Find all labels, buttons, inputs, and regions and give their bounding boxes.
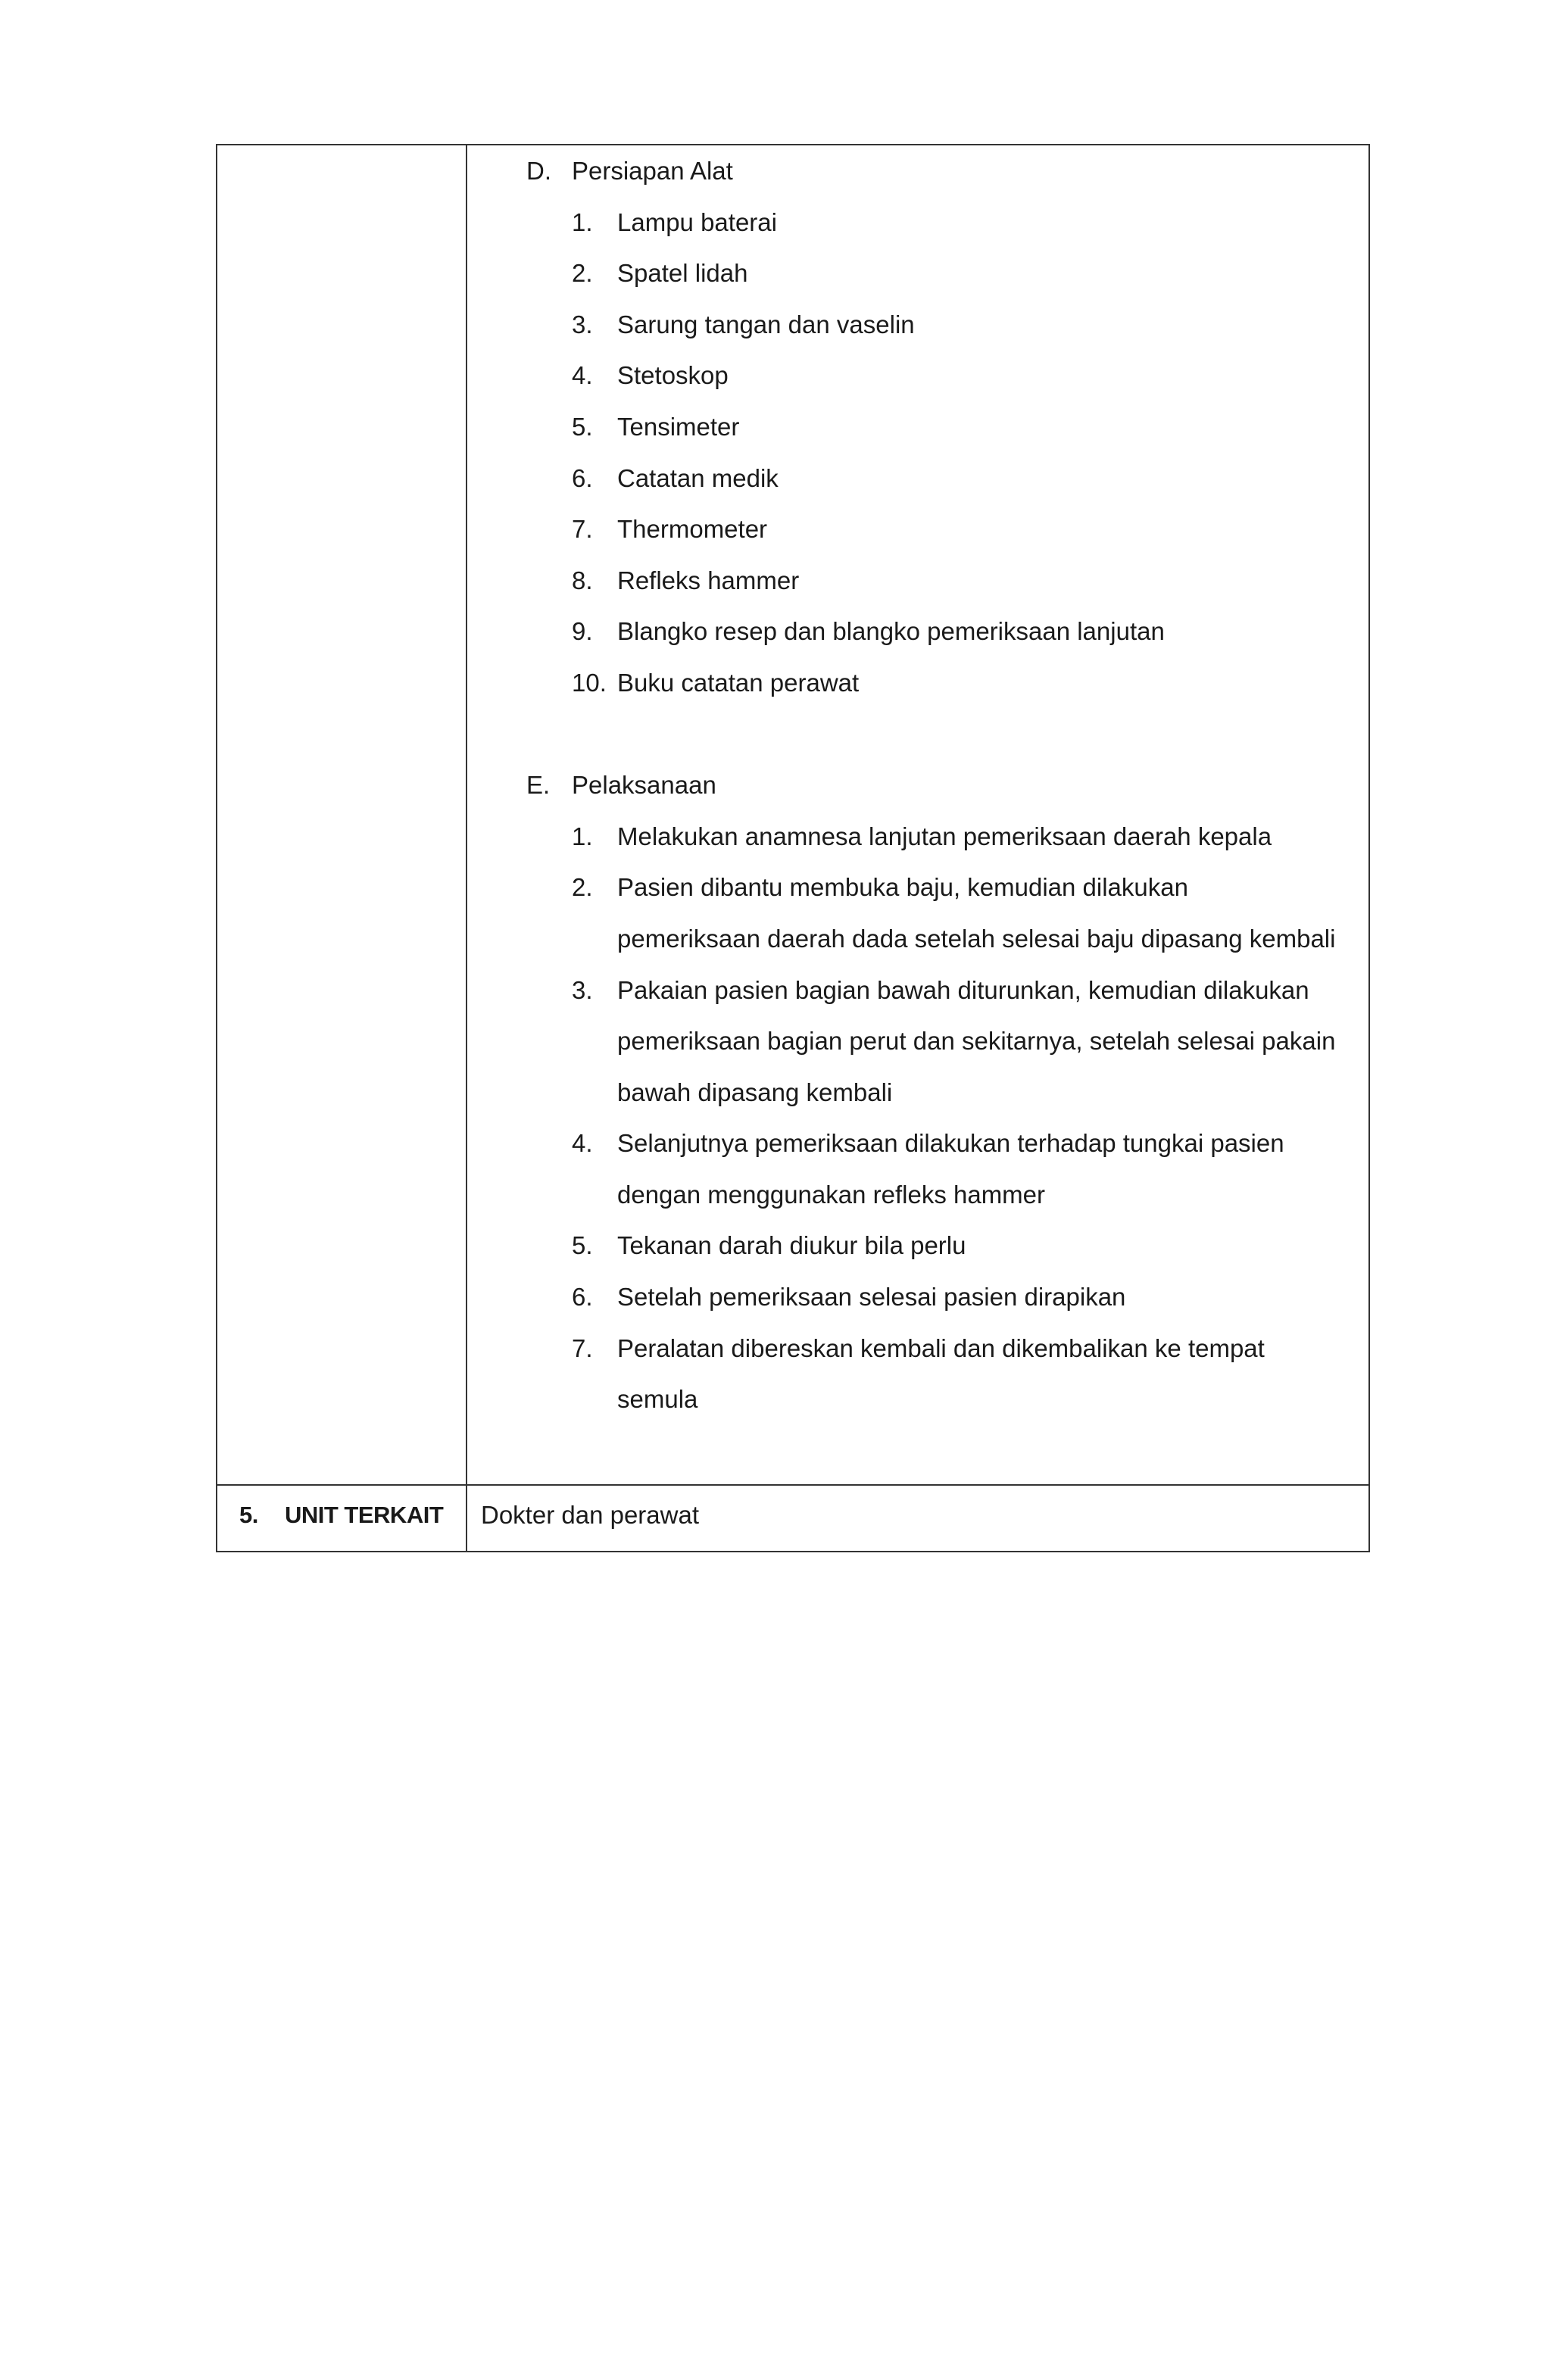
list-item-text-line: pemeriksaan daerah dada setelah selesai baju dipasang kembali bbox=[617, 924, 1336, 953]
list-item-text-line: Lampu baterai bbox=[617, 207, 777, 236]
list-item-text-line: Catatan medik bbox=[617, 463, 779, 492]
section-heading bbox=[467, 145, 1368, 197]
list-item-number: 3. bbox=[572, 975, 593, 1004]
list-item-text-line: dengan menggunakan refleks hammer bbox=[617, 1180, 1046, 1209]
unit-terkait-number: 5. bbox=[239, 1501, 258, 1528]
list-item bbox=[467, 555, 1368, 607]
section-d bbox=[467, 145, 1368, 709]
list-item bbox=[467, 811, 1368, 862]
list-item-text-line: pemeriksaan bagian perut dan sekitarnya, setelah selesai pakain bbox=[617, 1027, 1336, 1056]
procedure-row bbox=[217, 145, 1369, 1485]
list-item-text-line: semula bbox=[617, 1385, 698, 1414]
list-item-number: 4. bbox=[572, 361, 593, 390]
section-spacer bbox=[467, 709, 1368, 760]
list-item-text-line: Pasien dibantu membuka baju, kemudian dilakukan bbox=[617, 873, 1188, 902]
list-item-text-line: Refleks hammer bbox=[617, 566, 800, 594]
list-item-number: 1. bbox=[572, 822, 593, 850]
section-heading bbox=[467, 760, 1368, 811]
list-item-number: 7. bbox=[572, 1333, 593, 1362]
list-item-text-line: Sarung tangan dan vaselin bbox=[617, 310, 915, 338]
list-item-text-line: Blangko resep dan blangko pemeriksaan lanjutan bbox=[617, 617, 1165, 646]
list-item bbox=[467, 1271, 1368, 1323]
section-title: Pelaksanaan bbox=[572, 771, 716, 800]
list-item bbox=[467, 1220, 1368, 1271]
unit-terkait-value-cell bbox=[467, 1485, 1369, 1552]
section-letter: D. bbox=[526, 157, 551, 185]
list-item bbox=[467, 606, 1368, 657]
list-item-number: 5. bbox=[572, 412, 593, 441]
procedure-content bbox=[467, 145, 1368, 1484]
section-e bbox=[467, 760, 1368, 1425]
list-item bbox=[467, 350, 1368, 401]
list-item-text-line: Tensimeter bbox=[617, 412, 740, 441]
procedure-content-cell bbox=[467, 145, 1369, 1485]
list-item-number: 7. bbox=[572, 515, 593, 544]
list-item-text-line: Tekanan darah diukur bila perlu bbox=[617, 1231, 966, 1260]
unit-terkait-row bbox=[217, 1485, 1369, 1552]
list-item-text-line: Buku catatan perawat bbox=[617, 668, 860, 697]
list-item bbox=[467, 248, 1368, 299]
sections-container bbox=[467, 145, 1368, 1484]
list-item-text-line: Spatel lidah bbox=[617, 259, 748, 288]
procedure-table bbox=[216, 144, 1370, 1552]
section-letter: E. bbox=[526, 771, 551, 800]
bottom-spacer bbox=[467, 1425, 1368, 1484]
list-item bbox=[467, 504, 1368, 555]
list-item-number: 5. bbox=[572, 1231, 593, 1260]
list-item bbox=[467, 965, 1368, 1118]
list-item-number: 6. bbox=[572, 1283, 593, 1312]
unit-terkait-title: UNIT TERKAIT bbox=[285, 1501, 444, 1528]
list-item-text-line: Melakukan anamnesa lanjutan pemeriksaan daerah kepala bbox=[617, 822, 1272, 850]
unit-terkait-label-cell bbox=[217, 1485, 467, 1552]
list-item-number: 6. bbox=[572, 463, 593, 492]
list-item bbox=[467, 657, 1368, 709]
list-item-text-line: Thermometer bbox=[617, 515, 768, 544]
section-title: Persiapan Alat bbox=[572, 157, 733, 185]
list-item-number: 1. bbox=[572, 207, 593, 236]
list-item-text-line: Peralatan dibereskan kembali dan dikembalikan ke tempat bbox=[617, 1333, 1265, 1362]
list-item-number: 3. bbox=[572, 310, 593, 338]
list-item bbox=[467, 453, 1368, 504]
list-item bbox=[467, 197, 1368, 248]
list-item-text-line: Setelah pemeriksaan selesai pasien dirapikan bbox=[617, 1283, 1126, 1312]
list-item-text-line: Selanjutnya pemeriksaan dilakukan terhadap tungkai pasien bbox=[617, 1129, 1284, 1158]
list-item-text-line: Pakaian pasien bagian bawah diturunkan, kemudian dilakukan bbox=[617, 975, 1309, 1004]
list-item-number: 8. bbox=[572, 566, 593, 594]
list-item bbox=[467, 1323, 1368, 1425]
list-item bbox=[467, 862, 1368, 964]
list-item-number: 9. bbox=[572, 617, 593, 646]
list-item-number: 2. bbox=[572, 873, 593, 902]
list-item-text-line: Stetoskop bbox=[617, 361, 729, 390]
list-item-number: 2. bbox=[572, 259, 593, 288]
list-item bbox=[467, 299, 1368, 351]
list-item-number: 10. bbox=[572, 668, 607, 697]
unit-terkait-label bbox=[217, 1486, 466, 1527]
procedure-label-cell bbox=[217, 145, 467, 1485]
list-item-text-line: bawah dipasang kembali bbox=[617, 1078, 893, 1106]
unit-terkait-value: Dokter dan perawat bbox=[481, 1500, 699, 1529]
list-item-number: 4. bbox=[572, 1129, 593, 1158]
list-item bbox=[467, 401, 1368, 453]
list-item bbox=[467, 1118, 1368, 1220]
